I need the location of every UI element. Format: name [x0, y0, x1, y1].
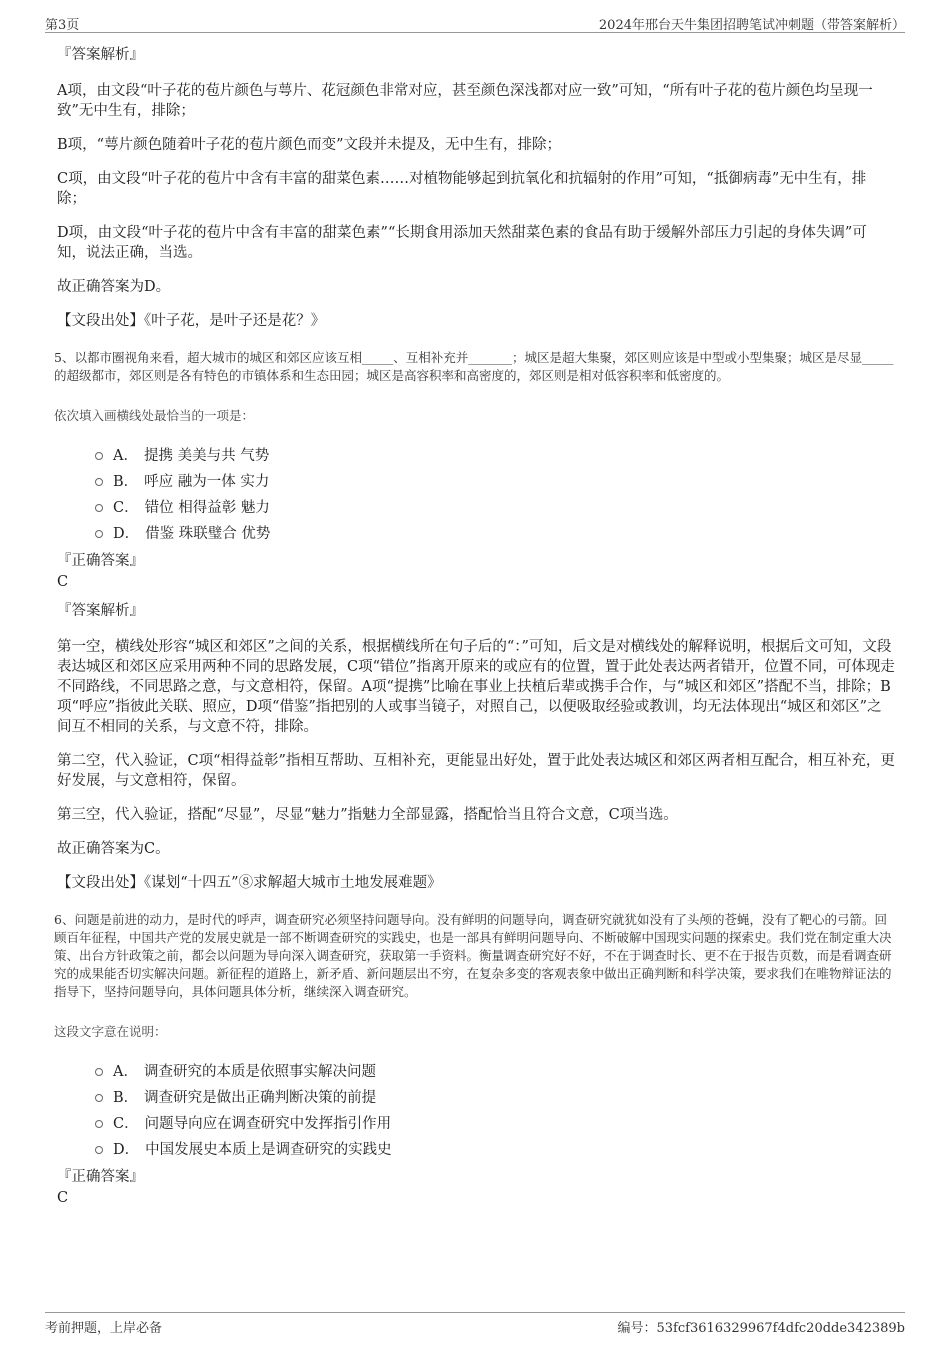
radio-icon[interactable]	[95, 530, 103, 538]
q5-source: 【文段出处】《谋划“十四五”⑧求解超大城市土地发展难题》	[57, 875, 442, 891]
document-title: 2024年邢台天牛集团招聘笔试冲刺题（带答案解析）	[598, 18, 905, 33]
page-footer	[45, 1312, 905, 1337]
footer-slogan: 考前押题，上岸必备	[45, 1321, 163, 1336]
q6-answer-label: 『正确答案』	[57, 1169, 144, 1185]
q5-prompt: 依次填入画横线处最恰当的一项是：	[54, 408, 255, 423]
q5-analysis-paragraph: 第三空，代入验证，搭配“尽显”，尽显“魅力”指魅力全部显露，搭配恰当且符合文意，C项当选。	[57, 807, 678, 823]
q5-analysis-paragraph: 第二空，代入验证，C项“相得益彰”指相互帮助、互相补充，更能显出好处，置于此处表达城区和郊区两者相互配合，相互补充，更好发展，与文意相符，保留。	[57, 753, 895, 789]
q5-answer-label: 『正确答案』	[57, 553, 144, 569]
radio-icon[interactable]	[95, 1094, 103, 1102]
q6-answer: C	[57, 1190, 69, 1206]
q5-option-c[interactable]: C． 错位 相得益彰 魅力	[95, 493, 895, 519]
q6-prompt: 这段文字意在说明：	[54, 1024, 167, 1039]
q6-option-c[interactable]: C． 问题导向应在调查研究中发挥指引作用	[95, 1109, 895, 1135]
page-number: 第3页	[45, 18, 80, 33]
q6-stem: 6、问题是前进的动力，是时代的呼声，调查研究必须坚持问题导向。没有鲜明的问题导向，调查研究就犹如没有了头颅的苍蝇，没有了靶心的弓箭。回顾百年征程，中国共产党的发展史就是一部不断调查研究的实践史，也是一部具有鲜明问题导向、不断破解中国现实问题的探索史。我们党在制定重大决策、出台方针政策之前，都会以问题为导向深入调查研究，获取第一手资料。衡量调查研究好不好，不在于调查时长、更不在于报告页数，而是看调查研究的成果能否切实解决问题。新征程的道路上，新矛盾、新问题层出不穷，在复杂多变的客观表象中做出正确判断和科学决策，要求我们在唯物辩证法的指导下，坚持问题导向，具体问题具体分析，继续深入调查研究。	[54, 912, 892, 999]
main-content	[54, 45, 895, 1217]
radio-icon[interactable]	[95, 504, 103, 512]
q5-conclusion: 故正确答案为C。	[57, 841, 170, 857]
q6-option-b[interactable]: B． 调查研究是做出正确判断决策的前提	[95, 1083, 895, 1109]
q4-conclusion: 故正确答案为D。	[57, 279, 171, 295]
radio-icon[interactable]	[95, 452, 103, 460]
q5-option-b[interactable]: B． 呼应 融为一体 实力	[95, 467, 895, 493]
radio-icon[interactable]	[95, 478, 103, 486]
q6-option-d[interactable]: D． 中国发展史本质上是调查研究的实践史	[95, 1135, 895, 1161]
document-code: 编号：53fcf3616329967f4dfc20dde342389b	[617, 1321, 905, 1336]
q4-analysis-paragraph: B项，“萼片颜色随着叶子花的苞片颜色而变”文段并未提及，无中生有，排除；	[57, 137, 561, 153]
q4-analysis-label: 『答案解析』	[57, 47, 144, 63]
q4-analysis-paragraph: C项，由文段“叶子花的苞片中含有丰富的甜菜色素……对植物能够起到抗氧化和抗辐射的作用”可知，“抵御病毒”无中生有，排除；	[57, 171, 867, 207]
q5-analysis-paragraph: 第一空，横线处形容“城区和郊区”之间的关系，根据横线所在句子后的“：”可知，后文是对横线处的解释说明，根据后文可知，文段表达城区和郊区应采用两种不同的思路发展，C项“错位”指离开原来的或应有的位置，置于此处表达两者错开，位置不同，可体现走不同路线，不同思路之意，与文意相符，保留。A项“提携”比喻在事业上扶植后辈或携手合作，与“城区和郊区”搭配不当，排除；B项“呼应”指彼此关联、照应，D项“借鉴”指把别的人或事当镜子，对照自己，以便吸取经验或教训，均无法体现出“城区和郊区”之间互不相同的关系，与文意不符，排除。	[57, 639, 895, 735]
q5-answer: C	[57, 574, 69, 590]
q5-option-d[interactable]: D． 借鉴 珠联璧合 优势	[95, 519, 895, 545]
q5-option-a[interactable]: A． 提携 美美与共 气势	[95, 441, 895, 467]
q5-analysis-label: 『答案解析』	[57, 603, 144, 619]
q4-analysis-paragraph: D项，由文段“叶子花的苞片中含有丰富的甜菜色素”“长期食用添加天然甜菜色素的食品有助于缓解外部压力引起的身体失调”可知，说法正确，当选。	[57, 225, 867, 261]
q5-options	[95, 441, 895, 545]
page-header	[45, 10, 905, 33]
q6-option-a[interactable]: A． 调查研究的本质是依照事实解决问题	[95, 1057, 895, 1083]
q4-analysis-paragraph: A项，由文段“叶子花的苞片颜色与萼片、花冠颜色非常对应，甚至颜色深浅都对应一致”可知，“所有叶子花的苞片颜色均呈现一致”无中生有，排除；	[57, 83, 873, 119]
q5-stem: 5、以都市圈视角来看，超大城市的城区和郊区应该互相_____、互相补充并_______；城区是超大集聚，郊区则应该是中型或小型集聚；城区是尽显_____的超级都市，郊区则是各有特色的市镇体系和生态田园；城区是高容积率和高密度的，郊区则是相对低容积率和低密度的。	[54, 350, 894, 383]
radio-icon[interactable]	[95, 1120, 103, 1128]
radio-icon[interactable]	[95, 1068, 103, 1076]
q6-options	[95, 1057, 895, 1161]
q4-source: 【文段出处】《叶子花，是叶子还是花？》	[57, 313, 326, 329]
radio-icon[interactable]	[95, 1146, 103, 1154]
